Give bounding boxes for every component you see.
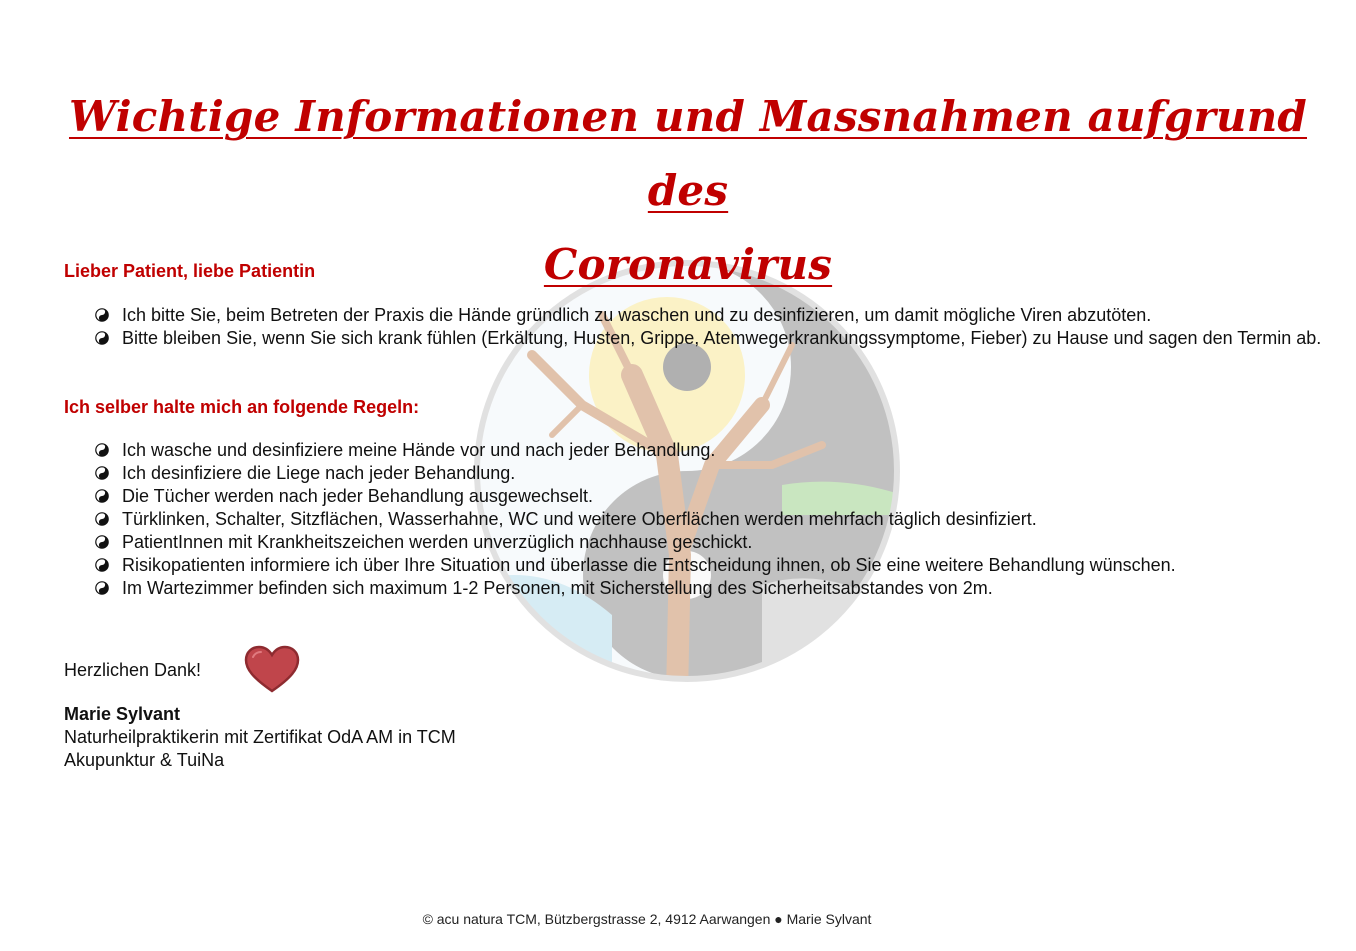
yin-yang-icon: [95, 535, 109, 549]
title-line-2: Coronavirus: [543, 240, 833, 289]
yin-yang-icon: [95, 308, 109, 322]
list-item-text: Im Wartezimmer befinden sich maximum 1-2 Personen, mit Sicherstellung des Sicherheitsabstandes von 2m.: [122, 578, 993, 598]
heart-icon: [243, 645, 301, 695]
rules-heading: Ich selber halte mich an folgende Regeln:: [64, 397, 420, 417]
list-item: [64, 327, 1324, 350]
yin-yang-icon: [95, 512, 109, 526]
list-item: [64, 485, 1324, 508]
list-item-text: Risikopatienten informiere ich über Ihre Situation und überlasse die Entscheidung ihnen, ob Sie eine weitere Behandlung wünschen.: [122, 555, 1176, 575]
yin-yang-icon: [95, 443, 109, 457]
yin-yang-icon: [95, 331, 109, 345]
list-item: [64, 439, 1324, 462]
signature-title: Naturheilpraktikerin mit Zertifikat OdA AM in TCM: [64, 727, 456, 747]
signature-name: Marie Sylvant: [64, 704, 181, 724]
list-item-text: Ich wasche und desinfiziere meine Hände vor und nach jeder Behandlung.: [122, 440, 716, 460]
list-item: [64, 508, 1324, 531]
list-item-text: Ich bitte Sie, beim Betreten der Praxis die Hände gründlich zu waschen und zu desinfizieren, um damit mögliche Viren abzutöten.: [122, 305, 1152, 325]
list-item-text: Türklinken, Schalter, Sitzflächen, Wasserhahne, WC und weitere Oberflächen werden mehrfach täglich desinfiziert.: [122, 509, 1037, 529]
title-line-1: Wichtige Informationen und Massnahmen aufgrund des: [68, 92, 1307, 215]
yin-yang-icon: [95, 558, 109, 572]
list-item-text: Die Tücher werden nach jeder Behandlung ausgewechselt.: [122, 486, 593, 506]
intro-list: [64, 304, 1324, 350]
signature-specialty: Akupunktur & TuiNa: [64, 750, 225, 770]
list-item-text: Bitte bleiben Sie, wenn Sie sich krank fühlen (Erkältung, Husten, Grippe, Atemwegerkrankungssymptome, Fieber) zu Hause und sagen den Termin ab.: [122, 328, 1322, 348]
yin-yang-icon: [95, 466, 109, 480]
list-item: [64, 577, 1324, 600]
list-item: [64, 462, 1324, 485]
thanks-text: Herzlichen Dank!: [64, 660, 202, 680]
list-item-text: Ich desinfiziere die Liege nach jeder Behandlung.: [122, 463, 516, 483]
yin-yang-icon: [95, 489, 109, 503]
greeting-heading: Lieber Patient, liebe Patientin: [64, 261, 316, 281]
list-item: [64, 554, 1324, 577]
list-item-text: PatientInnen mit Krankheitszeichen werden unverzüglich nachhause geschickt.: [122, 532, 753, 552]
rules-list: [64, 439, 1324, 600]
yin-yang-icon: [95, 581, 109, 595]
list-item: [64, 304, 1324, 327]
page-footer: © acu natura TCM, Bützbergstrasse 2, 4912 Aarwangen ● Marie Sylvant: [422, 911, 872, 927]
signature-block: [64, 703, 456, 772]
list-item: [64, 531, 1324, 554]
